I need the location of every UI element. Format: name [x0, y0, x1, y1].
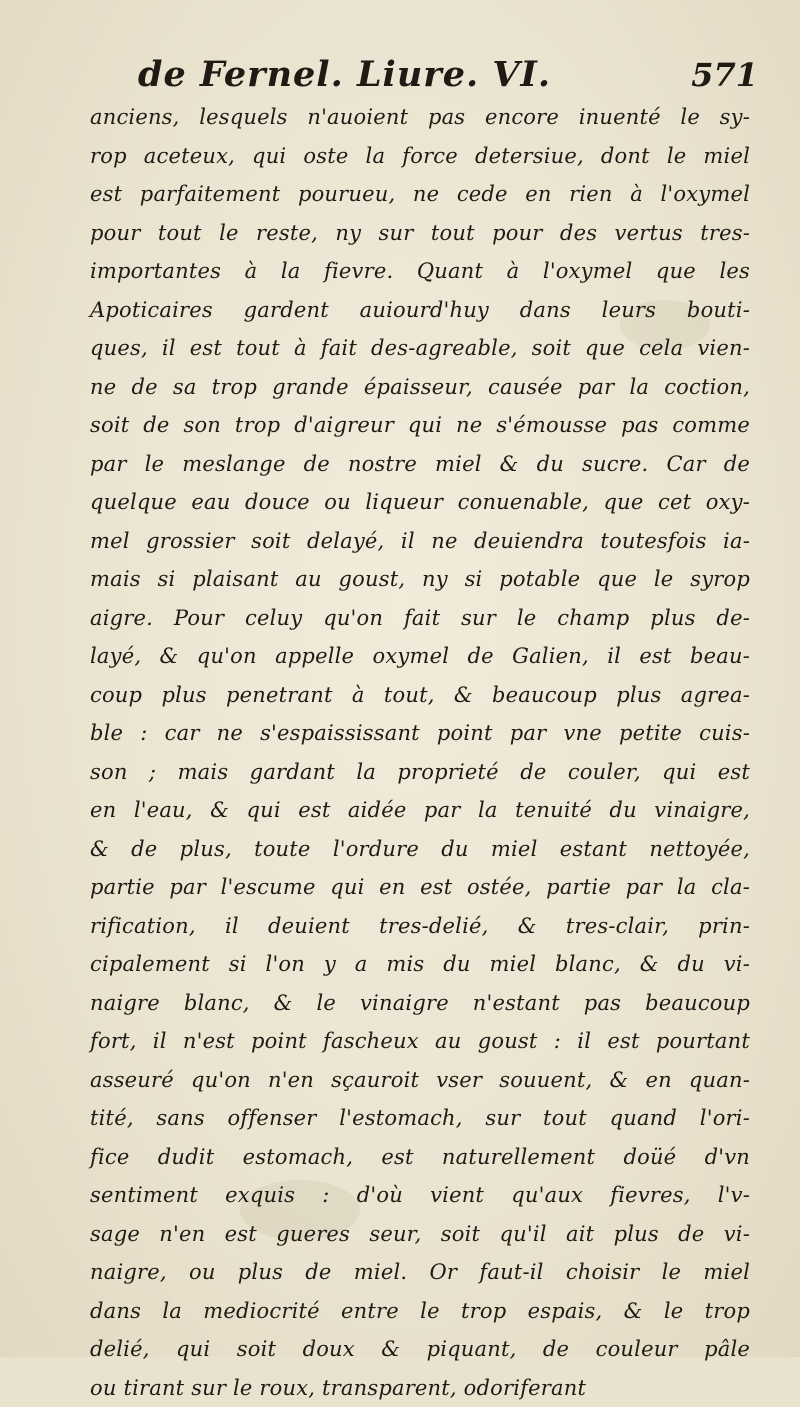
text-line: soit de son trop d'aigreur qui ne s'émousse pas comme — [90, 406, 750, 445]
text-line: fice dudit estomach, est naturellement doüé d'vn — [90, 1138, 750, 1177]
text-line: mel grossier soit delayé, il ne deuiendra toutesfois ia- — [90, 522, 750, 561]
text-line: ques, il est tout à fait des-agreable, soit que cela vien- — [90, 329, 750, 368]
page-header — [138, 50, 758, 102]
text-line: ne de sa trop grande épaisseur, causée par la coction, — [90, 368, 750, 407]
text-line: partie par l'escume qui en est ostée, partie par la cla- — [90, 868, 750, 907]
text-line: asseuré qu'on n'en sçauroit vser souuent, & en quan- — [90, 1061, 750, 1100]
text-line: tité, sans offenser l'estomach, sur tout quand l'ori- — [90, 1099, 750, 1138]
text-line: & de plus, toute l'ordure du miel estant nettoyée, — [90, 830, 750, 869]
text-line: dans la mediocrité entre le trop espais, & le trop — [90, 1292, 750, 1331]
text-line: naigre blanc, & le vinaigre n'estant pas beaucoup — [90, 984, 750, 1023]
text-line: pour tout le reste, ny sur tout pour des vertus tres- — [90, 214, 750, 253]
text-line: layé, & qu'on appelle oxymel de Galien, il est beau- — [90, 637, 750, 676]
text-line: quelque eau douce ou liqueur conuenable, que cet oxy- — [90, 483, 750, 522]
text-line: fort, il n'est point fascheux au goust : il est pourtant — [90, 1022, 750, 1061]
text-line: Apoticaires gardent auiourd'huy dans leurs bouti- — [90, 291, 750, 330]
running-head: de Fernel. Liure. VI. — [138, 50, 551, 100]
text-line: ou tirant sur le roux, transparent, odoriferant — [90, 1369, 750, 1407]
text-line: anciens, lesquels n'auoient pas encore inuenté le sy- — [90, 98, 750, 137]
text-line: par le meslange de nostre miel & du sucre. Car de — [90, 445, 750, 484]
text-line: naigre, ou plus de miel. Or faut-il choisir le miel — [90, 1253, 750, 1292]
page-number: 571 — [691, 50, 758, 100]
body-text — [90, 98, 750, 1407]
text-line: son ; mais gardant la proprieté de couler, qui est — [90, 753, 750, 792]
text-line: sentiment exquis : d'où vient qu'aux fievres, l'v- — [90, 1176, 750, 1215]
text-line: rification, il deuient tres-delié, & tres-clair, prin- — [90, 907, 750, 946]
text-line: mais si plaisant au goust, ny si potable que le syrop — [90, 560, 750, 599]
text-line: ble : car ne s'espaississant point par vne petite cuis- — [90, 714, 750, 753]
text-line: cipalement si l'on y a mis du miel blanc, & du vi- — [90, 945, 750, 984]
text-line: delié, qui soit doux & piquant, de couleur pâle — [90, 1330, 750, 1369]
text-line: en l'eau, & qui est aidée par la tenuité du vinaigre, — [90, 791, 750, 830]
text-line: importantes à la fievre. Quant à l'oxymel que les — [90, 252, 750, 291]
text-line: sage n'en est gueres seur, soit qu'il ait plus de vi- — [90, 1215, 750, 1254]
text-line: est parfaitement pourueu, ne cede en rien à l'oxymel — [90, 175, 750, 214]
text-line: aigre. Pour celuy qu'on fait sur le champ plus de- — [90, 599, 750, 638]
text-line: coup plus penetrant à tout, & beaucoup plus agrea- — [90, 676, 750, 715]
text-line: rop aceteux, qui oste la force detersiue, dont le miel — [90, 137, 750, 176]
